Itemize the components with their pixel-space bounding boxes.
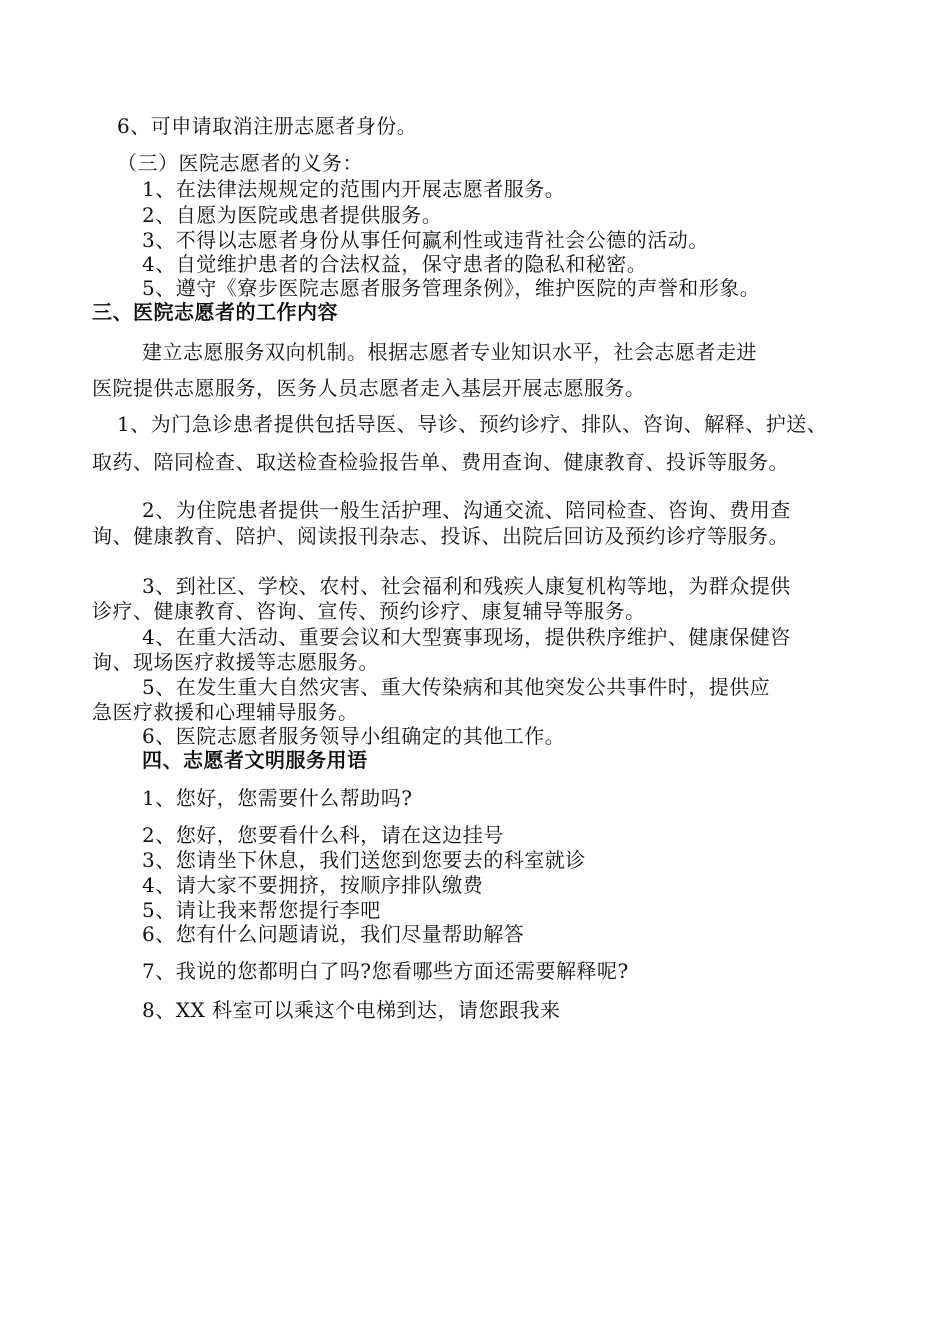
work-item-4-line-1: 4、在重大活动、重要会议和大型赛事现场，提供秩序维护、健康保健咨 xyxy=(142,625,791,649)
phrase-1: 1、您好，您需要什么帮助吗? xyxy=(142,786,413,810)
phrase-5: 5、请让我来帮您提行李吧 xyxy=(142,898,381,922)
rights-item-6: 6、可申请取消注册志愿者身份。 xyxy=(117,114,418,138)
work-item-3-line-2: 诊疗、健康教育、咨询、宣传、预约诊疗、康复辅导等服务。 xyxy=(92,599,646,623)
phrase-7: 7、我说的您都明白了吗?您看哪些方面还需要解释呢? xyxy=(142,959,629,983)
phrase-4: 4、请大家不要拥挤，按顺序排队缴费 xyxy=(142,873,484,897)
work-item-2-line-2: 询、健康教育、陪护、阅读报刊杂志、投诉、出院后回访及预约诊疗等服务。 xyxy=(92,524,789,548)
phrase-6: 6、您有什么问题请说，我们尽量帮助解答 xyxy=(142,922,525,946)
duty-item-4: 4、自觉维护患者的合法权益，保守患者的隐私和秘密。 xyxy=(142,252,648,276)
duty-item-5: 5、遵守《寮步医院志愿者服务管理条例》，维护医院的声誉和形象。 xyxy=(142,276,761,300)
work-item-4-line-2: 询、现场医疗救援等志愿服务。 xyxy=(92,650,379,674)
duty-item-3: 3、不得以志愿者身份从事任何赢利性或违背社会公德的活动。 xyxy=(142,228,709,252)
duty-item-1: 1、在法律法规规定的范围内开展志愿者服务。 xyxy=(142,177,566,201)
work-item-1-line-2: 取药、陪同检查、取送检查检验报告单、费用查询、健康教育、投诉等服务。 xyxy=(92,450,789,474)
work-item-5-line-2: 急医疗救援和心理辅导服务。 xyxy=(92,700,359,724)
work-item-5-line-1: 5、在发生重大自然灾害、重大传染病和其他突发公共事件时，提供应 xyxy=(142,675,771,699)
work-item-3-line-1: 3、到社区、学校、农村、社会福利和残疾人康复机构等地，为群众提供 xyxy=(142,574,791,598)
work-item-1-line-1: 1、为门急诊患者提供包括导医、导诊、预约诊疗、排队、咨询、解释、护送、 xyxy=(117,412,828,436)
phrase-3: 3、您请坐下休息，我们送您到您要去的科室就诊 xyxy=(142,848,586,872)
phrase-8: 8、XX 科室可以乘这个电梯到达，请您跟我来 xyxy=(142,998,561,1022)
duties-heading: （三）医院志愿者的义务： xyxy=(117,151,363,175)
section3-intro-line-1: 建立志愿服务双向机制。根据志愿者专业知识水平，社会志愿者走进 xyxy=(142,340,757,364)
phrase-2: 2、您好，您要看什么科，请在这边挂号 xyxy=(142,823,504,847)
work-item-2-line-1: 2、为住院患者提供一般生活护理、沟通交流、陪同检查、咨询、费用查 xyxy=(142,498,791,522)
section4-heading: 四、志愿者文明服务用语 xyxy=(142,748,368,772)
section3-heading: 三、医院志愿者的工作内容 xyxy=(92,300,338,324)
work-item-6: 6、医院志愿者服务领导小组确定的其他工作。 xyxy=(142,724,566,748)
section3-intro-line-2: 医院提供志愿服务，医务人员志愿者走入基层开展志愿服务。 xyxy=(92,376,646,400)
duty-item-2: 2、自愿为医院或患者提供服务。 xyxy=(142,203,443,227)
